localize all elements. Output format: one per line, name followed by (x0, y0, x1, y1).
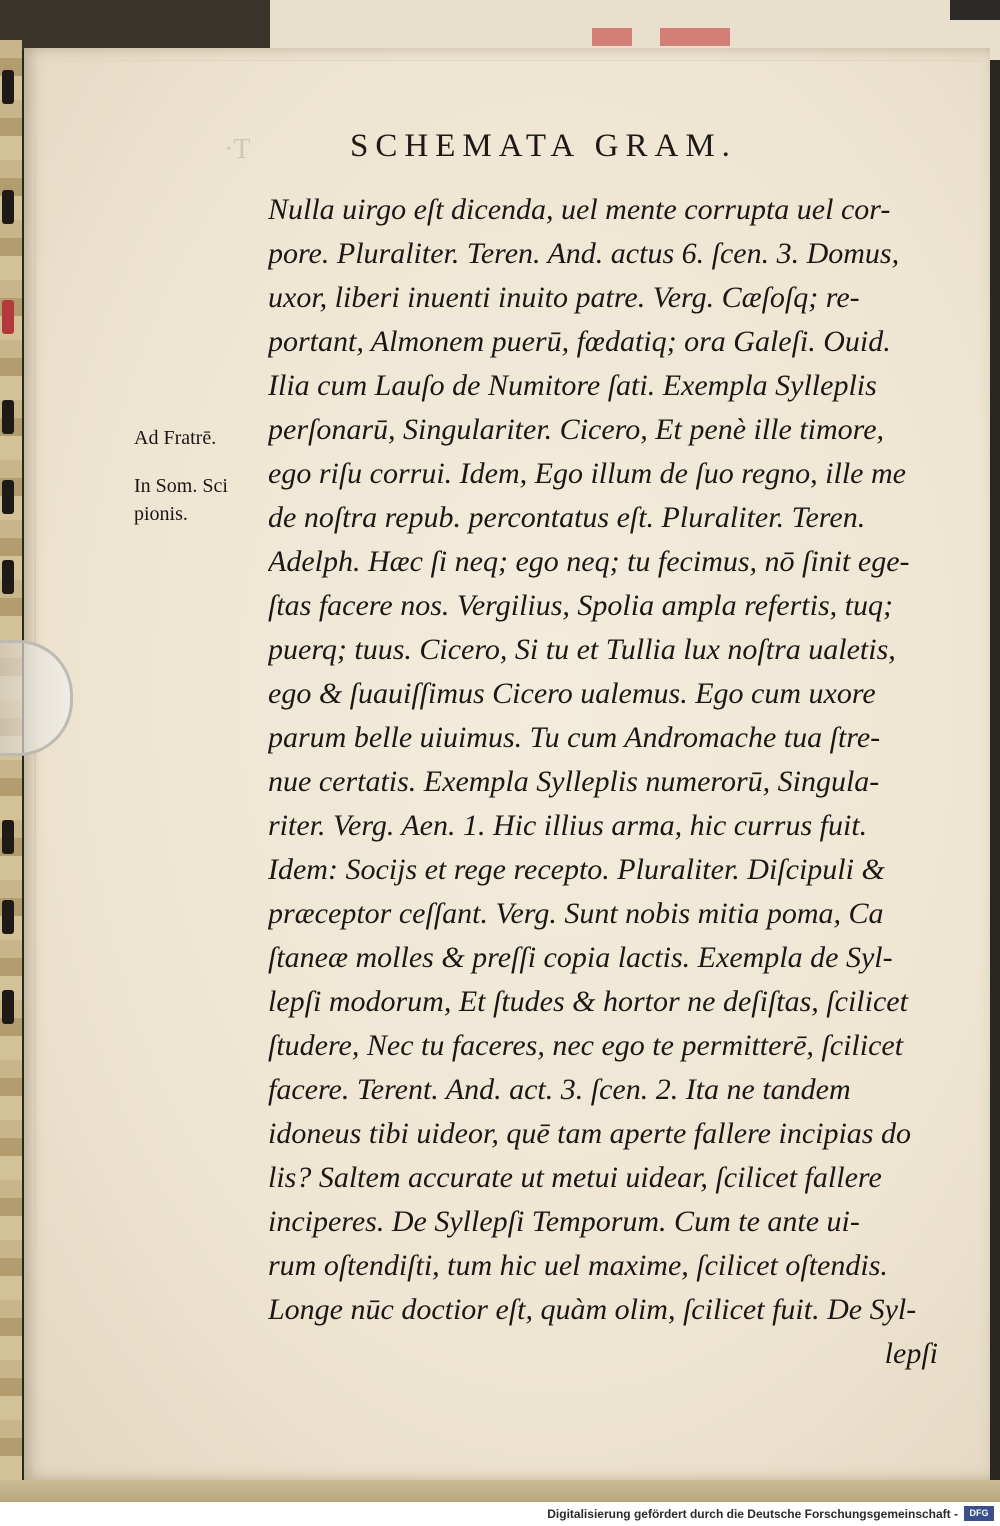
spine-mark (2, 900, 14, 934)
text-line: de noſtra repub. percontatus eſt. Pluraliter. Teren. (268, 501, 866, 534)
text-line: facere. Terent. And. act. 3. ſcen. 2. Ita ne tandem (268, 1073, 851, 1106)
library-stamp-mark (660, 28, 730, 46)
spine-mark (2, 990, 14, 1024)
footer-credit: Digitalisierung gefördert durch die Deutsche Forschungsgemeinschaft - (547, 1507, 958, 1521)
text-line: Idem: Socijs et rege recepto. Pluraliter. Diſcipuli & (268, 853, 885, 886)
spine-mark (2, 70, 14, 104)
spine-mark (2, 190, 14, 224)
body-text (268, 188, 938, 1376)
text-line: inciperes. De Syllepſi Temporum. Cum te ante ui- (268, 1205, 860, 1238)
catchword: lepſi (884, 1337, 938, 1370)
text-line: ſtas facere nos. Vergilius, Spolia ampla refertis, tuq; (268, 589, 893, 622)
margin-note: Ad Fratrē. (134, 427, 217, 449)
spine-mark (2, 820, 14, 854)
text-line: nue certatis. Exempla Sylleplis numerorū, Singula- (268, 765, 880, 798)
text-line: parum belle uiuimus. Tu cum Andromache tua ſtre- (268, 721, 881, 754)
running-head: SCHEMATA GRAM. (350, 128, 737, 164)
top-corner-edge (950, 0, 1000, 20)
text-line: ego & ſuauiſſimus Cicero ualemus. Ego cum uxore (268, 677, 876, 710)
text-line: Adelph. Hæc ſi neq; ego neq; tu fecimus, nō ſinit ege- (268, 545, 910, 578)
text-line: perſonarū, Singulariter. Cicero, Et penè ille timore, (268, 413, 885, 446)
spine-mark (2, 560, 14, 594)
text-line: portant, Almonem puerū, fœdatiq; ora Galeſi. Ouid. (268, 325, 891, 358)
text-line: Longe nūc doctior eſt, quàm olim, ſcilicet fuit. De Syl- (268, 1293, 917, 1326)
spine-mark (2, 300, 14, 334)
top-edge-shadow (0, 0, 270, 50)
left-binding-edge (0, 40, 22, 1480)
text-line: lepſi modorum, Et ſtudes & hortor ne deſiſtas, ſcilicet (268, 985, 908, 1018)
show-through-mark: ·T (224, 134, 251, 165)
text-line: riter. Verg. Aen. 1. Hic illius arma, hic currus fuit. (268, 809, 868, 842)
dfg-logo: DFG (964, 1506, 994, 1521)
spine-mark (2, 400, 14, 434)
text-line: Ilia cum Lauſo de Numitore ſati. Exempla Sylleplis (268, 369, 877, 402)
text-line: pore. Pluraliter. Teren. And. actus 6. ſcen. 3. Domus, (268, 237, 900, 270)
text-line: uxor, liberi inuenti inuito patre. Verg. Cæſoſq; re- (268, 281, 860, 314)
library-stamp-mark (592, 28, 632, 46)
spine-mark (2, 480, 14, 514)
text-line: Nulla uirgo eſt dicenda, uel mente corrupta uel cor- (268, 193, 891, 226)
digitization-footer (0, 1502, 1000, 1526)
bottom-binding-edge (0, 1480, 1000, 1502)
text-line: rum oſtendiſti, tum hic uel maxime, ſcilicet oſtendis. (268, 1249, 888, 1282)
text-line: ſtudere, Nec tu faceres, nec ego te permitterē, ſcilicet (268, 1029, 904, 1062)
text-line: lis? Saltem accurate ut metui uidear, ſcilicet fallere (268, 1161, 882, 1194)
text-line: ego riſu corrui. Idem, Ego illum de ſuo regno, ille me (268, 457, 906, 490)
text-line: ſtaneæ molles & preſſi copia lactis. Exempla de Syl- (268, 941, 893, 974)
text-line: præceptor ceſſant. Verg. Sunt nobis mitia poma, Ca (268, 897, 884, 930)
margin-note: In Som. Sci (134, 475, 228, 497)
text-line: idoneus tibi uideor, quē tam aperte fallere incipias do (268, 1117, 911, 1150)
margin-note: pionis. (134, 503, 188, 525)
text-line: puerq; tuus. Cicero, Si tu et Tullia lux noſtra ualetis, (268, 633, 896, 666)
